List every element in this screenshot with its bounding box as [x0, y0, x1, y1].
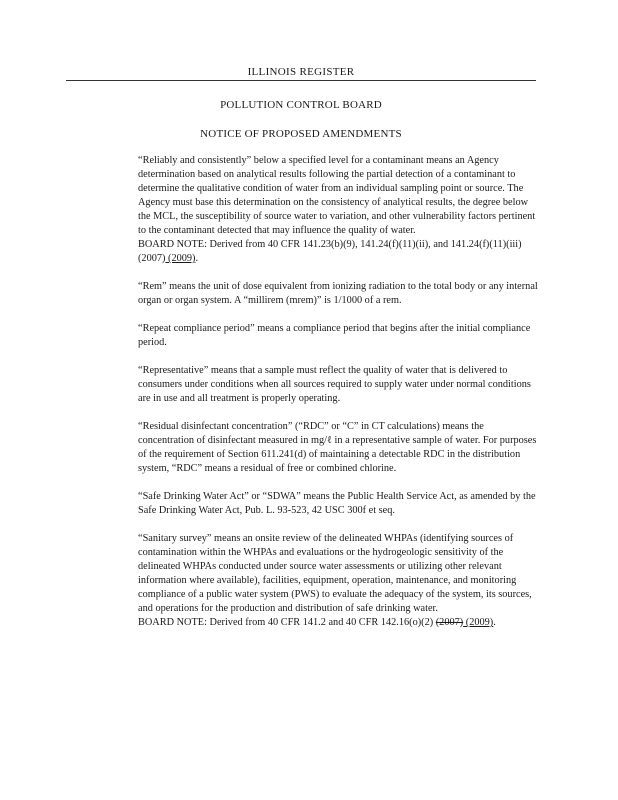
document-body — [138, 154, 538, 644]
board-note — [138, 616, 538, 630]
definition-repeat-compliance-period — [138, 322, 538, 350]
definition-text: “Residual disinfectant concentration” (“RDC” or “C” in CT calculations) means the concentration of disinfectant measured in mg/ℓ in a representative sample of water. For purposes of the requirement of Section 611.241(d) of maintaining a detectable RDC in the distribution system, “RDC” means a residual of free or combined chlorine. — [138, 421, 537, 474]
definition-sanitary-survey — [138, 532, 538, 630]
definition-rem — [138, 280, 538, 308]
definition-text: “Sanitary survey” means an onsite review of the delineated WHPAs (identifying sources of contamination within the WHPAs and evaluations or the hydrogeologic sensitivity of the delineated WHPAs conducted under source water assessments or utilizing other relevant information where available), facilities, equipment, operation, maintenance, and monitoring compliance of a public water system (PWS) to evaluate the adequacy of the system, its sources, and operations for the production and distribution of safe drinking water. — [138, 533, 532, 614]
definition-representative — [138, 364, 538, 406]
definition-text: “Repeat compliance period” means a compliance period that begins after the initial compliance period. — [138, 323, 531, 348]
board-note-text: BOARD NOTE: Derived from 40 CFR 141.23(b)(9), 141.24(f)(11)(ii), and 141.24(f)(11)(iii) (2007) — [138, 239, 522, 264]
notice-title: NOTICE OF PROPOSED AMENDMENTS — [200, 128, 402, 140]
board-note-deleted: (2007) — [435, 617, 464, 628]
definition-reliably — [138, 154, 538, 266]
board-note — [138, 238, 538, 266]
register-header: ILLINOIS REGISTER — [66, 66, 536, 81]
board-note-end: . — [195, 253, 199, 264]
board-name: POLLUTION CONTROL BOARD — [220, 99, 382, 111]
definition-text: “Rem” means the unit of dose equivalent from ionizing radiation to the total body or any internal organ or organ system. A “millirem (mrem)” is 1/1000 of a rem. — [138, 281, 538, 306]
board-note-added: (2009) — [165, 253, 196, 264]
board-note-end: . — [493, 617, 496, 628]
definition-text: “Representative” means that a sample must reflect the quality of water that is delivered to consumers under conditions when all sources required to supply water under normal conditions are in use and all treatment is properly operating. — [138, 365, 531, 404]
definition-text: “Safe Drinking Water Act” or “SDWA” means the Public Health Service Act, as amended by the Safe Drinking Water Act, Pub. L. 93-523, 42 USC 300f et seq. — [138, 491, 536, 516]
definition-rdc — [138, 420, 538, 476]
definition-text: “Reliably and consistently” below a specified level for a contaminant means an Agency determination based on analytical results following the partial detection of a contaminant to determine the qualitative condition of water from an individual sampling point or source. The Agency must base this determination on the consistency of analytical results, the degree below the MCL, the susceptibility of source water to variation, and other vulnerability factors pertinent to the contaminant detected that may influence the quality of water. — [138, 155, 536, 236]
definition-sdwa — [138, 490, 538, 518]
board-note-added: (2009) — [463, 617, 494, 628]
board-note-text: BOARD NOTE: Derived from 40 CFR 141.2 and 40 CFR 142.16(o)(2) — [138, 617, 436, 628]
